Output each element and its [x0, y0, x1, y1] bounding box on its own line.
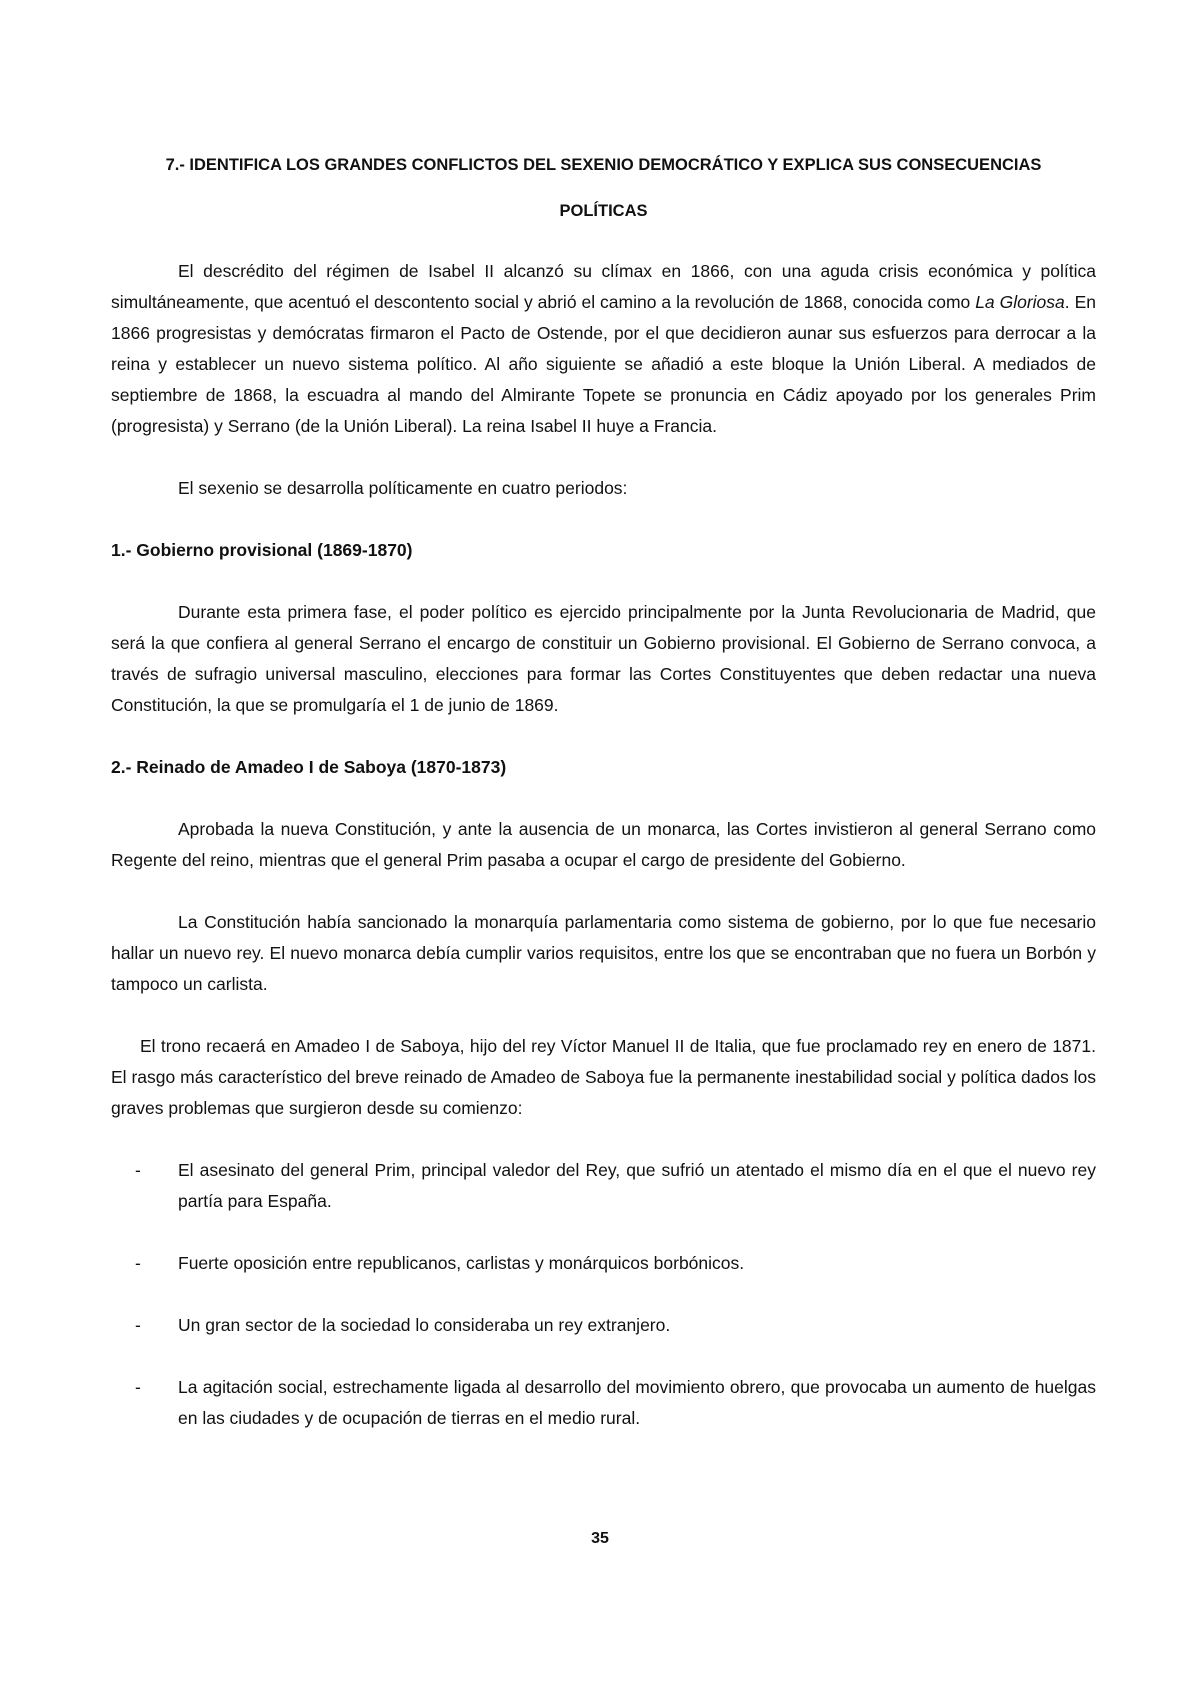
- title-line-1: 7.- IDENTIFICA LOS GRANDES CONFLICTOS DEL SEXENIO DEMOCRÁTICO Y EXPLICA SUS CONSECUENCIAS: [165, 156, 1042, 174]
- intro-emphasis: La Gloriosa: [975, 292, 1065, 312]
- list-item: [111, 1155, 1096, 1217]
- list-item: [111, 1310, 1096, 1341]
- intro-text-b: . En 1866 progresistas y demócratas firmaron el Pacto de Ostende, por el que decidieron aunar sus esfuerzos para derrocar a la reina y establecer un nuevo sistema político. Al año siguiente se añadió a este bloque la Unión Liberal. A mediados de septiembre de 1868, la escuadra al mando del Almirante Topete se pronuncia en Cádiz apoyado por los generales Prim (progresista) y Serrano (de la Unión Liberal). La reina Isabel II huye a Francia.: [111, 292, 1096, 436]
- title-line-2: POLÍTICAS: [559, 202, 648, 220]
- section-2-paragraph-3: El trono recaerá en Amadeo I de Saboya, hijo del rey Víctor Manuel II de Italia, que fue proclamado rey en enero de 1871. El rasgo más característico del breve reinado de Amadeo de Saboya fue la permanente inestabilidad social y política dados los graves problemas que surgieron desde su comienzo:: [111, 1036, 1096, 1118]
- section-2-paragraph-1: Aprobada la nueva Constitución, y ante la ausencia de un monarca, las Cortes invistieron al general Serrano como Regente del reino, mientras que el general Prim pasaba a ocupar el cargo de presidente del Gobierno.: [111, 819, 1096, 870]
- section-1-paragraph: Durante esta primera fase, el poder político es ejercido principalmente por la Junta Revolucionaria de Madrid, que será la que confiera al general Serrano el encargo de constituir un Gobierno provisional. El Gobierno de Serrano convoca, a través de sufragio universal masculino, elecciones para formar las Cortes Constituyentes que deben redactar una nueva Constitución, la que se promulgaría el 1 de junio de 1869.: [111, 602, 1096, 715]
- list-item-text: El asesinato del general Prim, principal valedor del Rey, que sufrió un atentado el mismo día en el que el nuevo rey partía para España.: [178, 1160, 1096, 1211]
- list-bullet: -: [135, 1253, 141, 1273]
- list-bullet: -: [135, 1315, 141, 1335]
- list-item-text: Un gran sector de la sociedad lo consideraba un rey extranjero.: [178, 1315, 671, 1335]
- periods-intro-paragraph: El sexenio se desarrolla políticamente en cuatro periodos:: [178, 478, 628, 498]
- problems-list: [111, 1155, 1096, 1434]
- list-item: [111, 1248, 1096, 1279]
- intro-text-a: El descrédito del régimen de Isabel II alcanzó su clímax en 1866, con una aguda crisis económica y política simultáneamente, que acentuó el descontento social y abrió el camino a la revolución de 1868, conocida como: [111, 261, 1096, 312]
- page-content: [111, 142, 1096, 1465]
- list-item: [111, 1372, 1096, 1434]
- page-title: [111, 142, 1096, 234]
- list-item-text: Fuerte oposición entre republicanos, carlistas y monárquicos borbónicos.: [178, 1253, 745, 1273]
- list-bullet: -: [135, 1377, 141, 1397]
- section-2-heading: 2.- Reinado de Amadeo I de Saboya (1870-1873): [111, 757, 507, 777]
- section-1-heading: 1.- Gobierno provisional (1869-1870): [111, 540, 413, 560]
- page-number: 35: [591, 1530, 609, 1547]
- section-2-paragraph-2: La Constitución había sancionado la monarquía parlamentaria como sistema de gobierno, por lo que fue necesario hallar un nuevo rey. El nuevo monarca debía cumplir varios requisitos, entre los que se encontraban que no fuera un Borbón y tampoco un carlista.: [111, 912, 1096, 994]
- list-item-text: La agitación social, estrechamente ligada al desarrollo del movimiento obrero, que provocaba un aumento de huelgas en las ciudades y de ocupación de tierras en el medio rural.: [178, 1377, 1096, 1428]
- list-bullet: -: [135, 1160, 141, 1180]
- intro-paragraph: [111, 256, 1096, 442]
